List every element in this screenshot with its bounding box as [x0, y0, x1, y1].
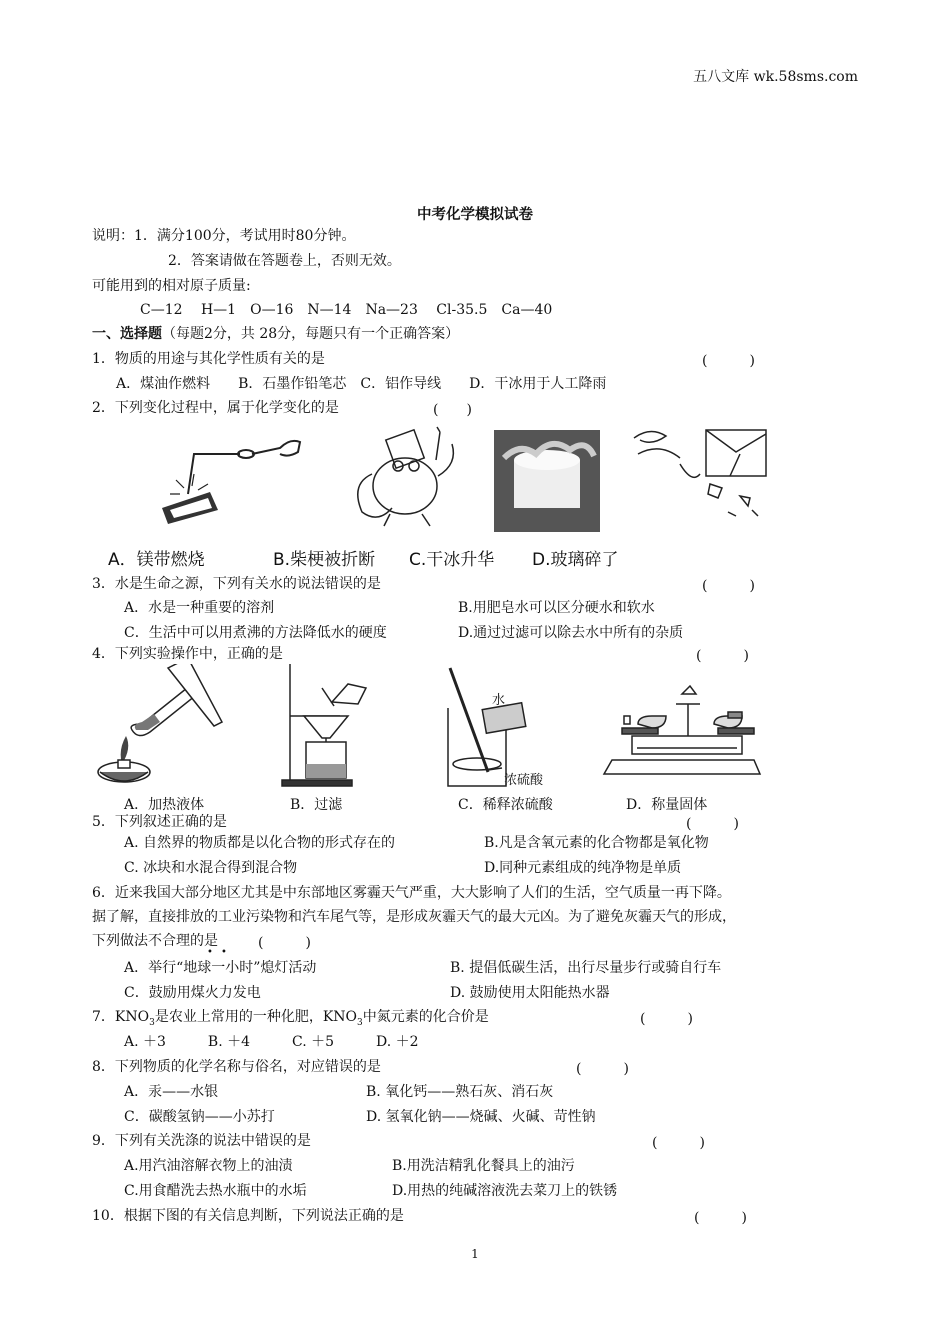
q6-option-b: B. 提倡低碳生活，出行尽量步行或骑自行车 — [450, 960, 722, 976]
q6-option-a: A．举行“地球一小时”熄灯活动 — [124, 960, 317, 976]
q4-option-a: A．加热液体 — [124, 797, 205, 813]
glass-breaking-image — [634, 430, 766, 516]
q4-answer-paren: ( ) — [696, 648, 749, 664]
q6-answer-paren: ( ) — [258, 935, 311, 951]
note-line-2: 2．答案请做在答题卷上，否则无效。 — [168, 253, 401, 269]
q4-option-b: B．过滤 — [290, 797, 343, 813]
q4-figures — [92, 664, 792, 792]
q5-option-a: A. 自然界的物质都是以化合物的形式存在的 — [124, 835, 396, 851]
q6-option-d: D. 鼓励使用太阳能热水器 — [450, 985, 610, 1001]
q1-stem: 1．物质的用途与其化学性质有关的是 — [92, 351, 325, 367]
q4-option-d: D．称量固体 — [626, 797, 708, 813]
matchstick-cartoon-image — [358, 427, 454, 526]
q2-option-c: C.干冰升华 — [409, 550, 495, 570]
q9-option-c: C.用食醋洗去热水瓶中的水垢 — [124, 1183, 307, 1199]
q1-answer-paren: ( ) — [702, 353, 755, 369]
q2-answer-paren: ( ) — [433, 402, 472, 418]
q6-line-1: 6．近来我国大部分地区尤其是中东部地区雾霾天气严重，大大影响了人们的生活，空气质量一再下降。 — [92, 885, 731, 901]
q7-stem-part: 是农业上常用的一种化肥，KNO — [154, 1009, 358, 1025]
subscript: 3 — [357, 1017, 363, 1028]
q4-option-c: C．稀释浓硫酸 — [458, 797, 553, 813]
page-number: 1 — [471, 1247, 479, 1261]
dry-ice-image — [494, 430, 600, 532]
label-water: 水 — [492, 693, 506, 708]
q2-option-a: A．镁带燃烧 — [108, 550, 205, 570]
note-line-1: 说明：1．满分100分，考试用时80分钟。 — [92, 228, 356, 244]
q3-stem: 3．水是生命之源，下列有关水的说法错误的是 — [92, 576, 381, 592]
magnesium-burning-image — [162, 441, 300, 524]
weighing-solid-image — [604, 686, 760, 774]
q7-options: A. ＋3 B. ＋4 C. ＋5 D. ＋2 — [124, 1034, 419, 1050]
q7-answer-paren: ( ) — [640, 1011, 693, 1027]
q9-option-b: B.用洗洁精乳化餐具上的油污 — [392, 1158, 575, 1174]
q3-option-d: D.通过过滤可以除去水中所有的杂质 — [458, 625, 684, 641]
q3-option-b: B.用肥皂水可以区分硬水和软水 — [458, 600, 655, 616]
section-heading — [92, 325, 459, 343]
q5-option-d: D.同种元素组成的纯净物是单质 — [484, 860, 682, 876]
q6-line-3: 下列做法不合理的是 — [92, 933, 218, 949]
q10-answer-paren: ( ) — [694, 1210, 747, 1226]
q3-answer-paren: ( ) — [702, 578, 755, 594]
dilute-acid-image — [448, 668, 544, 788]
q6-option-c: C．鼓励用煤火力发电 — [124, 985, 261, 1001]
q9-stem: 9．下列有关洗涤的说法中错误的是 — [92, 1133, 311, 1149]
q8-answer-paren: ( ) — [576, 1061, 629, 1077]
emphasis-dot: • — [207, 947, 213, 958]
section-label: 一、选择题 — [92, 326, 162, 342]
q5-option-b: B.凡是含氧元素的化合物都是氧化物 — [484, 835, 709, 851]
atomic-masses: C—12 H—1 O—16 N—14 Na—23 Cl-35.5 Ca—40 — [140, 302, 553, 318]
site-header: 五八文库 wk.58sms.com — [693, 69, 858, 85]
q7-stem-part: 7．KNO — [92, 1009, 150, 1025]
q5-stem: 5．下列叙述正确的是 — [92, 814, 227, 830]
q7-stem — [92, 1008, 489, 1032]
subscript: 3 — [149, 1017, 155, 1028]
q3-option-a: A．水是一种重要的溶剂 — [124, 600, 275, 616]
q9-answer-paren: ( ) — [652, 1135, 705, 1151]
note-line-3: 可能用到的相对原子质量: — [92, 278, 251, 294]
q1-options: A．煤油作燃料 B．石墨作铅笔芯 C．铝作导线 D．干冰用于人工降雨 — [116, 376, 607, 392]
q4-stem: 4．下列实验操作中，正确的是 — [92, 646, 283, 662]
q2-figures — [140, 424, 810, 532]
q3-option-c: C．生活中可以用煮沸的方法降低水的硬度 — [124, 625, 387, 641]
q8-option-a: A．汞——水银 — [124, 1084, 219, 1100]
q2-option-b: B.柴梗被折断 — [273, 550, 376, 570]
q8-option-c: C．碳酸氢钠——小苏打 — [124, 1109, 275, 1125]
q2-stem: 2．下列变化过程中，属于化学变化的是 — [92, 400, 339, 416]
q8-option-d: D. 氢氧化钠——烧碱、火碱、苛性钠 — [366, 1109, 596, 1125]
filtration-image — [282, 664, 366, 786]
q5-answer-paren: ( ) — [686, 816, 739, 832]
exam-title: 中考化学模拟试卷 — [417, 206, 533, 223]
q8-option-b: B. 氧化钙——熟石灰、消石灰 — [366, 1084, 554, 1100]
heating-liquid-image — [98, 664, 222, 782]
q2-option-d: D.玻璃碎了 — [532, 550, 619, 570]
q7-stem-part: 中氮元素的化合价是 — [362, 1009, 489, 1025]
section-desc: （每题2分，共 28分，每题只有一个正确答案） — [162, 326, 460, 342]
q5-option-c: C. 冰块和水混合得到混合物 — [124, 860, 298, 876]
q8-stem: 8．下列物质的化学名称与俗名，对应错误的是 — [92, 1059, 381, 1075]
label-conc-acid: 浓硫酸 — [504, 773, 544, 788]
emphasis-dot: • — [221, 947, 227, 958]
q9-option-a: A.用汽油溶解衣物上的油渍 — [124, 1158, 293, 1174]
q10-stem: 10．根据下图的有关信息判断，下列说法正确的是 — [92, 1208, 404, 1224]
q9-option-d: D.用热的纯碱溶液洗去菜刀上的铁锈 — [392, 1183, 618, 1199]
q6-line-2: 据了解，直接排放的工业污染物和汽车尾气等，是形成灰霾天气的最大元凶。为了避免灰霾天气的形成， — [92, 909, 736, 925]
